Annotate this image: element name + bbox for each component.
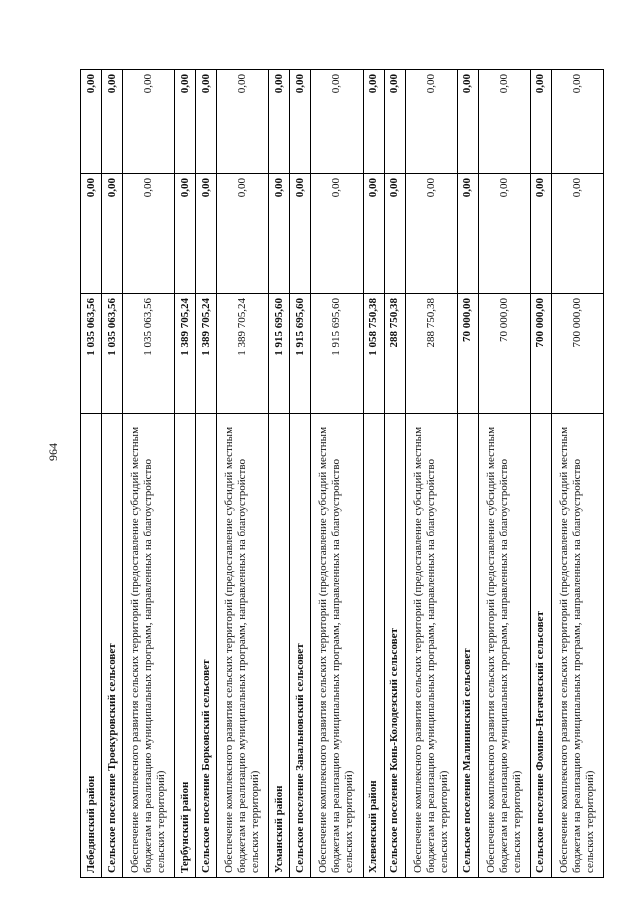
row-value-1: 700 000,00: [530, 294, 551, 414]
row-value-1: 1 389 705,24: [217, 294, 269, 414]
row-value-3: 0,00: [102, 70, 123, 174]
row-value-2: 0,00: [175, 174, 196, 294]
row-value-2: 0,00: [123, 174, 175, 294]
row-value-1: 288 750,38: [405, 294, 457, 414]
table-row: [457, 70, 478, 878]
row-value-2: 0,00: [457, 174, 478, 294]
table-row: [175, 70, 196, 878]
budget-table-body: [81, 70, 604, 878]
row-value-2: 0,00: [363, 174, 384, 294]
row-name: Хлевенский район: [363, 414, 384, 878]
row-name: Тербунский район: [175, 414, 196, 878]
row-value-2: 0,00: [196, 174, 217, 294]
row-name: Сельское поселение Троекуровский сельсовет: [102, 414, 123, 878]
row-value-3: 0,00: [196, 70, 217, 174]
table-row: [311, 70, 363, 878]
row-value-1: 1 915 695,60: [269, 294, 290, 414]
table-row: [81, 70, 102, 878]
table-row: [405, 70, 457, 878]
table-row: [196, 70, 217, 878]
row-value-2: 0,00: [551, 174, 603, 294]
row-value-1: 1 389 705,24: [196, 294, 217, 414]
row-value-2: 0,00: [311, 174, 363, 294]
table-row: [530, 70, 551, 878]
table-row: [551, 70, 603, 878]
row-value-3: 0,00: [363, 70, 384, 174]
row-name: Обеспечение комплексного развития сельских территорий (предоставление субсидий местным бюджетам на реализацию муниципальных программ, направленных на благоустройство сельских территорий): [217, 414, 269, 878]
row-value-1: 1 035 063,56: [81, 294, 102, 414]
row-value-2: 0,00: [478, 174, 530, 294]
row-name: Сельское поселение Борковский сельсовет: [196, 414, 217, 878]
row-value-2: 0,00: [217, 174, 269, 294]
row-value-3: 0,00: [290, 70, 311, 174]
row-value-1: 1 035 063,56: [123, 294, 175, 414]
row-value-3: 0,00: [405, 70, 457, 174]
table-row: [123, 70, 175, 878]
row-value-1: 1 058 750,38: [363, 294, 384, 414]
row-value-3: 0,00: [530, 70, 551, 174]
page-number: 964: [46, 443, 60, 461]
row-name: Обеспечение комплексного развития сельских территорий (предоставление субсидий местным бюджетам на реализацию муниципальных программ, направленных на благоустройство сельских территорий): [405, 414, 457, 878]
table-row: [217, 70, 269, 878]
row-value-1: 288 750,38: [384, 294, 405, 414]
row-value-1: 70 000,00: [457, 294, 478, 414]
row-value-2: 0,00: [81, 174, 102, 294]
row-value-2: 0,00: [405, 174, 457, 294]
row-name: Обеспечение комплексного развития сельских территорий (предоставление субсидий местным бюджетам на реализацию муниципальных программ, направленных на благоустройство сельских территорий): [551, 414, 603, 878]
row-value-3: 0,00: [81, 70, 102, 174]
row-value-3: 0,00: [551, 70, 603, 174]
row-value-2: 0,00: [530, 174, 551, 294]
row-value-3: 0,00: [175, 70, 196, 174]
row-name: Сельское поселение Малининский сельсовет: [457, 414, 478, 878]
row-name: Сельское поселение Конь-Колодезский сельсовет: [384, 414, 405, 878]
row-value-2: 0,00: [269, 174, 290, 294]
row-value-1: 1 389 705,24: [175, 294, 196, 414]
row-name: Усманский район: [269, 414, 290, 878]
row-name: Сельское поселение Завальновский сельсовет: [290, 414, 311, 878]
table-row: [478, 70, 530, 878]
budget-table: [80, 69, 604, 878]
row-value-1: 1 035 063,56: [102, 294, 123, 414]
row-value-3: 0,00: [384, 70, 405, 174]
row-name: Лебедянский район: [81, 414, 102, 878]
row-value-3: 0,00: [217, 70, 269, 174]
row-value-2: 0,00: [384, 174, 405, 294]
row-value-3: 0,00: [457, 70, 478, 174]
row-value-1: 1 915 695,60: [311, 294, 363, 414]
row-value-3: 0,00: [311, 70, 363, 174]
row-value-1: 700 000,00: [551, 294, 603, 414]
row-value-3: 0,00: [123, 70, 175, 174]
table-row: [363, 70, 384, 878]
budget-table-rotated: [80, 70, 604, 878]
row-value-1: 1 915 695,60: [290, 294, 311, 414]
table-row: [290, 70, 311, 878]
table-row: [269, 70, 290, 878]
row-name: Обеспечение комплексного развития сельских территорий (предоставление субсидий местным бюджетам на реализацию муниципальных программ, направленных на благоустройство сельских территорий): [311, 414, 363, 878]
row-name: Обеспечение комплексного развития сельских территорий (предоставление субсидий местным бюджетам на реализацию муниципальных программ, направленных на благоустройство сельских территорий): [123, 414, 175, 878]
row-name: Обеспечение комплексного развития сельских территорий (предоставление субсидий местным бюджетам на реализацию муниципальных программ, направленных на благоустройство сельских территорий): [478, 414, 530, 878]
row-value-3: 0,00: [269, 70, 290, 174]
row-value-1: 70 000,00: [478, 294, 530, 414]
row-value-2: 0,00: [102, 174, 123, 294]
table-row: [102, 70, 123, 878]
row-value-3: 0,00: [478, 70, 530, 174]
row-name: Сельское поселение Фомино-Негачевский сельсовет: [530, 414, 551, 878]
row-value-2: 0,00: [290, 174, 311, 294]
table-row: [384, 70, 405, 878]
